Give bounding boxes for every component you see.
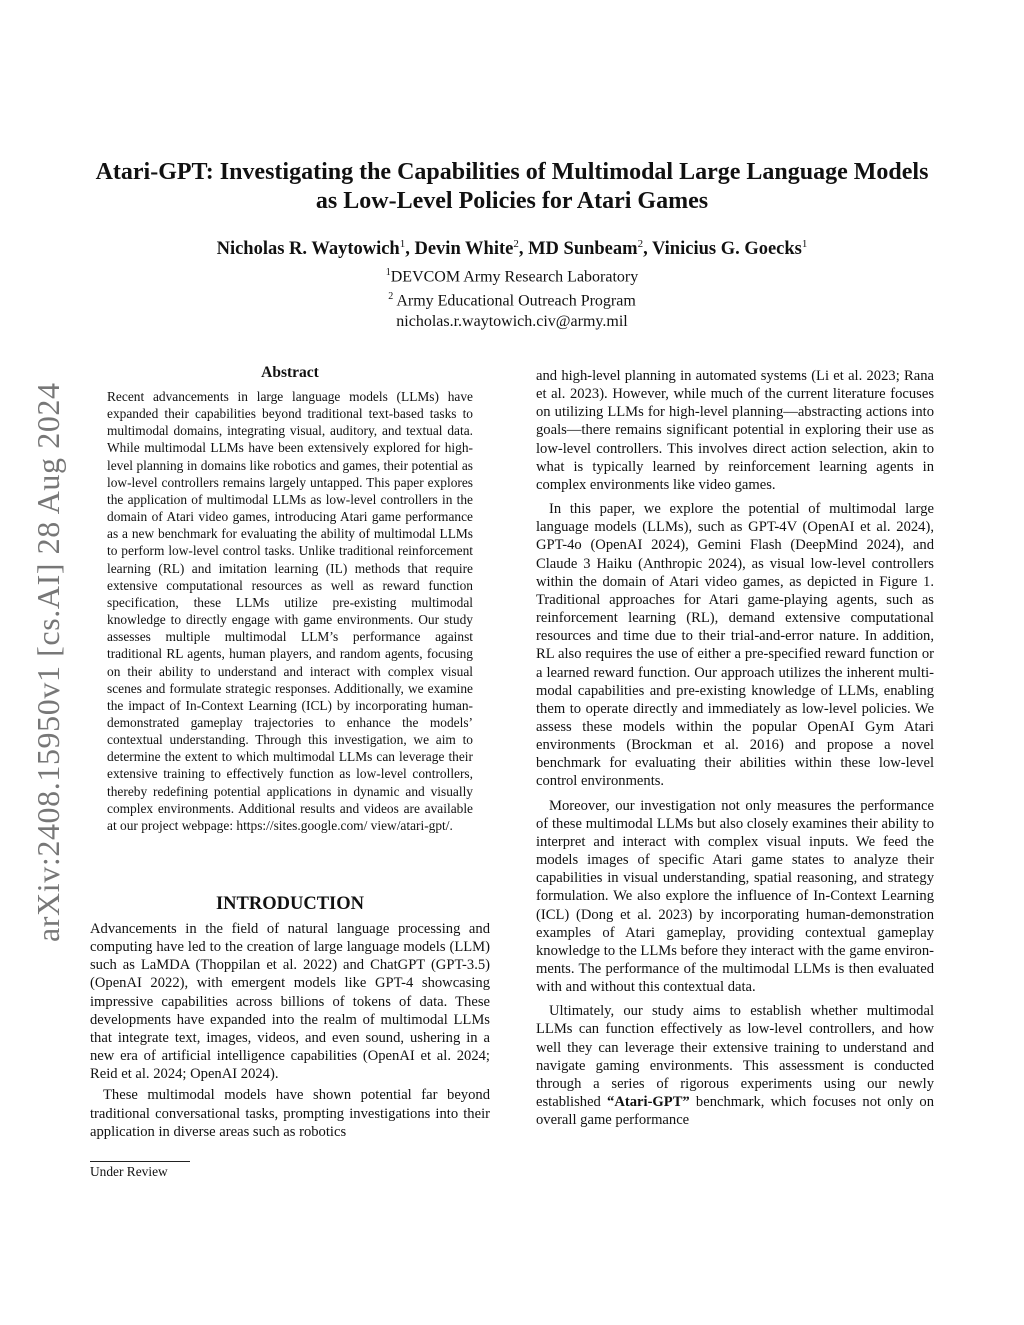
- title-line-2: as Low-Level Policies for Atari Games: [315, 188, 709, 214]
- author: Devin White$^2$,: [414, 238, 529, 260]
- left-column-text: [90, 920, 490, 1141]
- author: MD Sunbeam$^2$,: [528, 238, 652, 260]
- contact-email[interactable]: nicholas.r.waytowich.civ@army.mil: [396, 312, 628, 330]
- author-list: [80, 232, 944, 261]
- paragraph: and high-level planning in automated systems (Li et al. 2023; Rana et al. 2023). However, while much of the current literature focuses on utilizing LLMs for high-level planning—abstracting actions into goals—there remains significant potential in exploring their use as low-level controllers. This involves direct action selection, akin to what is typically learned by reinforcement learning agents in complex environments like video games.: [536, 368, 934, 493]
- arxiv-stamp: arXiv:2408.15950v1 [cs.AI] 28 Aug 2024: [30, 382, 66, 942]
- affiliations: [80, 263, 944, 332]
- footnote: Under Review: [90, 1164, 168, 1179]
- footnote-rule: [90, 1161, 190, 1162]
- paragraph: In this paper, we explore the potential of multimodal large language models (LLMs), such as GPT-4V (OpenAI et al. 2024), GPT-4o (OpenAI 2024), Gemini Flash (DeepMind 2024), and Claude 3 Haiku (Anthropic 2024), as visual low-level controllers within the domain of Atari video games, as depicted in Figure 1. Traditional approaches for Atari game-playing agents, such as reinforcement learning (RL), demand extensive computational resources and time due to their trial-and-error nature. In addition, RL also requires the use of either a pre-specified reward function or a learned reward function. Our approach utilizes the inherent multimodal capabilities and pre-existing knowledge of LLMs, enabling them to operate directly and immediately as low-level policies. We assess these models within the popular OpenAI Gym Atari environments (Brockman et al. 2016) and propose a novel benchmark for evaluating their abilities within these low-level control environments.: [536, 501, 934, 790]
- paragraph: Moreover, our investigation not only measures the performance of these multimodal LLMs but also closely examines their ability to interpret and interact with complex visual inputs. We feed the models images of specific Atari game states to analyze their capabilities in visual understanding, spatial reasoning, and strategy formulation. We also explore the influence of In-Context Learning (ICL) (Dong et al. 2023) by incorporating human-demonstration examples of Atari gameplay, providing contextual gameplay knowledge to the LLMs before they interact with the game environments. The performance of the multimodal LLMs is then evaluated with and without this contextual data.: [536, 797, 934, 996]
- author: Vinicius G. Goecks$^1$: [651, 238, 808, 260]
- abstract-text: Recent advancements in large language models (LLMs) have expanded their capabilities beyond traditional text-based tasks to multimodal domains, integrating visual, auditory, and textual data. While multimodal LLMs have been extensively explored for high-level planning in domains like robotics and games, their potential as low-level controllers remains largely untapped. This paper explores the application of multimodal LLMs as low-level controllers in the domain of Atari video games, introducing Atari game performance as a new benchmark for evaluating the ability of multimodal LLMs to perform low-level control tasks. Unlike traditional reinforcement learning (RL) and imitation learning (IL) methods that require extensive computational resources as well as reward function specification, these LLMs utilize pre-existing multimodal knowledge to directly engage with game environments. Our study assesses multiple multimodal LLM’s performance against traditional RL agents, human players, and random agents, focusing on their ability to understand and interact with complex visual scenes and formulate strategic responses. Additionally, we examine the impact of In-Context Learning (ICL) by incorporating human-demonstrated gameplay trajectories to enhance the models’ contextual understanding. Through this investigation, we aim to determine the extent to which multimodal LLMs can leverage their extensive training to effectively function as low-level controllers, thereby redefining potential applications in dynamic and visually complex environments. Additional results and videos are available at our project webpage: https://sites.google.com/ view/atari-gpt/.: [107, 389, 473, 833]
- benchmark-name: “Atari-GPT”: [607, 1094, 690, 1111]
- section-heading-introduction: INTRODUCTION: [215, 894, 365, 914]
- affiliation: $^2$ Army Educational Outreach Program: [388, 291, 636, 310]
- paper-title: [80, 158, 944, 216]
- author: Nicholas R. Waytowich$^1$,: [216, 238, 415, 260]
- abstract-heading: Abstract: [261, 364, 319, 381]
- title-line-1: Atari-GPT: Investigating the Capabilities of Multimodal Large Language Models: [95, 159, 929, 185]
- paragraph: These multimodal models have shown potential far beyond traditional conversational tasks, prompting investigations into their application in diverse areas such as robotics: [90, 1087, 490, 1140]
- paragraph: Advancements in the field of natural language processing and computing have led to the creation of large language models (LLM) such as LaMDA (Thoppilan et al. 2022) and ChatGPT (GPT-3.5) (OpenAI 2022), with emergent models like GPT-4 showcasing impressive capabilities across billions of tokens of data. These developments have expanded into the realm of multimodal LLMs that integrate text, images, videos, and even sound, ushering in a new era of artificial intelligence capabilities (OpenAI et al. 2024; Reid et al. 2024; OpenAI 2024).: [90, 921, 490, 1083]
- affiliation: $^1$DEVCOM Army Research Laboratory: [385, 267, 639, 286]
- right-column-text: [536, 367, 934, 1129]
- paragraph: Ultimately, our study aims to establish whether multimodal LLMs can function effectively as low-level controllers, and how well they can leverage their extensive training to understand and navigate gaming environments. This assessment is conducted through a series of rigorous experiments using our newly established “Atari-GPT” benchmark, which focuses not only on overall game performance: [536, 1003, 934, 1129]
